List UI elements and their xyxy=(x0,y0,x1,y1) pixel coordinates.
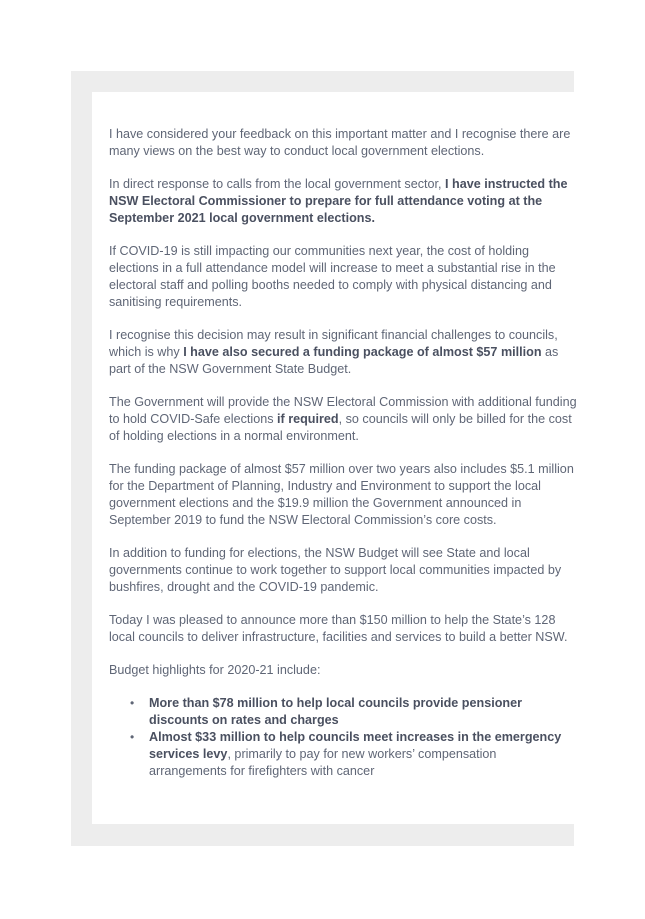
paragraph-funding-details xyxy=(109,461,579,529)
paragraph-attendance-voting-bold: I have instructed the NSW Electoral Commissioner to prepare for full attendance voting at the September 2021 local government elections. xyxy=(109,177,568,225)
paragraph-highlights-intro xyxy=(109,662,579,679)
paragraph-funding-details-text: The funding package of almost $57 million over two years also includes $5.1 million for the Department of Planning, Industry and Environment to support the local government elections and the $19.9 million the Government announced in September 2019 to fund the NSW Electoral Commission’s core costs. xyxy=(109,462,574,527)
highlight-rest: , primarily to pay for new workers’ compensation arrangements for firefighters with cancer xyxy=(149,747,497,778)
paragraph-attendance-voting-intro: In direct response to calls from the local government sector, xyxy=(109,177,445,191)
paragraph-funding-package-intro: I recognise this decision may result in significant financial challenges to councils, which is why xyxy=(109,328,558,359)
paragraph-covid-cost xyxy=(109,243,579,311)
paragraph-feedback-text: I have considered your feedback on this important matter and I recognise there are many views on the best way to conduct local government elections. xyxy=(109,127,571,158)
paragraph-budget-support xyxy=(109,545,579,596)
paragraph-highlights-intro-text: Budget highlights for 2020-21 include: xyxy=(109,663,321,677)
paragraph-funding-package-bold: I have also secured a funding package of almost $57 million xyxy=(183,345,542,359)
bullet-icon: • xyxy=(130,696,135,710)
paragraph-covid-safe-intro: The Government will provide the NSW Electoral Commission with additional funding to hold COVID-Safe elections xyxy=(109,395,577,426)
highlight-bold: Almost $33 million to help councils meet increases in the emergency services levy xyxy=(149,730,562,761)
paragraph-funding-package-outro: as part of the NSW Government State Budget. xyxy=(109,345,559,376)
paragraph-budget-support-text: In addition to funding for elections, the NSW Budget will see State and local governments continue to work together to support local communities impacted by bushfires, drought and the COVID-19 pandemic. xyxy=(109,546,562,594)
highlight-bold: More than $78 million to help local councils provide pensioner discounts on rates and charges xyxy=(149,696,522,727)
paragraph-funding-package xyxy=(109,327,579,378)
paragraph-feedback xyxy=(109,126,579,160)
paragraph-announcement xyxy=(109,612,579,646)
budget-highlights-list xyxy=(109,695,579,780)
list-item xyxy=(109,729,569,780)
document-body xyxy=(109,126,579,780)
paragraph-covid-safe xyxy=(109,394,579,445)
paragraph-covid-safe-bold: if required xyxy=(277,412,339,426)
paragraph-announcement-text: Today I was pleased to announce more than $150 million to help the State’s 128 local councils to deliver infrastructure, facilities and services to build a better NSW. xyxy=(109,613,568,644)
paragraph-attendance-voting xyxy=(109,176,579,227)
bullet-icon: • xyxy=(130,730,135,744)
paragraph-covid-cost-text: If COVID-19 is still impacting our communities next year, the cost of holding elections in a full attendance model will increase to meet a substantial rise in the electoral staff and polling booths needed to comply with physical distancing and sanitising requirements. xyxy=(109,244,556,309)
paragraph-covid-safe-outro: , so councils will only be billed for the cost of holding elections in a normal environment. xyxy=(109,412,572,443)
list-item xyxy=(109,695,569,729)
